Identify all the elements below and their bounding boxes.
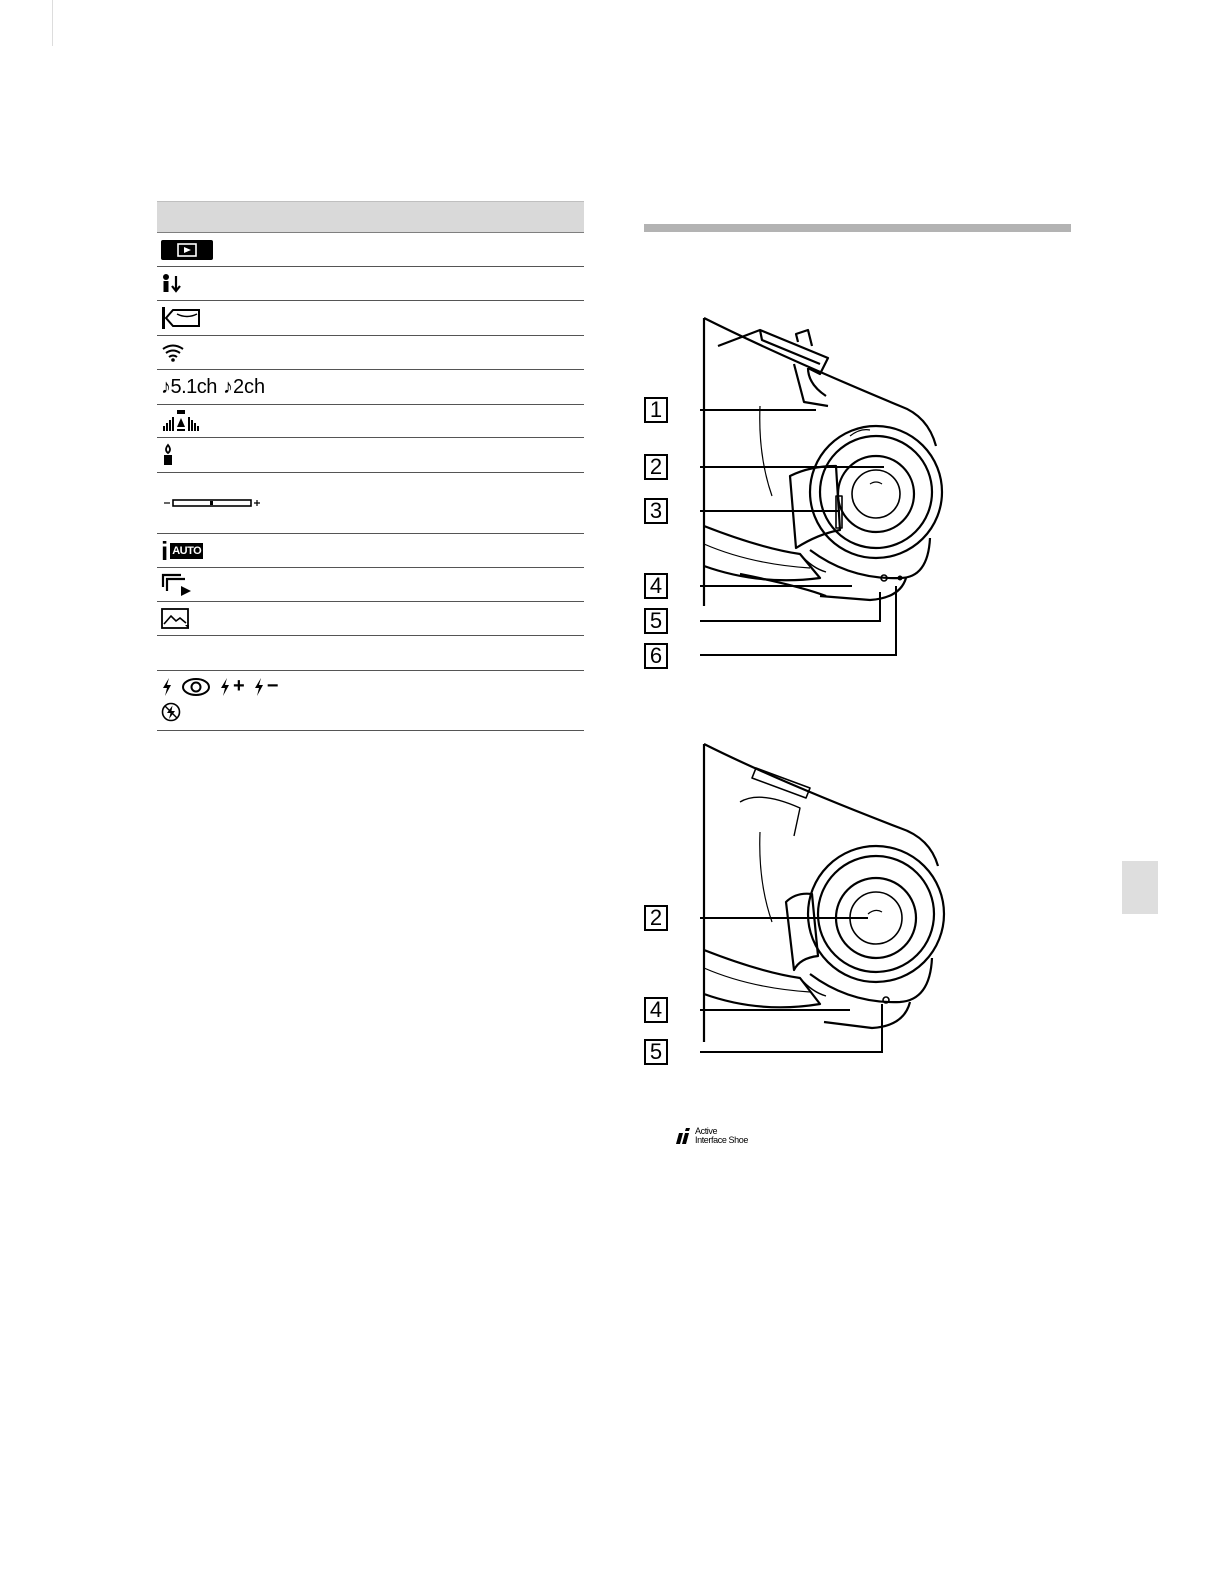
callout-1: 1 (644, 397, 668, 423)
flash-auto-icon (161, 677, 173, 697)
exposure-slider-icon (161, 498, 261, 508)
slideshow-icon (161, 573, 193, 597)
mic-level-icon (161, 273, 185, 295)
callout-5: 5 (644, 608, 668, 634)
camera-front-figure-top (700, 316, 950, 666)
indicator-table (157, 201, 584, 731)
camera-front-figure-bottom (700, 742, 950, 1062)
logo-line-2: Interface Shoe (695, 1135, 748, 1145)
low-lux-icon (161, 443, 175, 467)
intelligent-auto-icon (161, 535, 203, 566)
flash-plus-icon (219, 675, 245, 698)
flash-icons (161, 671, 278, 722)
table-row (157, 370, 584, 405)
table-row (157, 473, 584, 534)
callout-4: 4 (644, 573, 668, 599)
callout-5-bottom: 5 (644, 1039, 668, 1065)
table-row (157, 267, 584, 301)
callout-2-bottom: 2 (644, 905, 668, 931)
flash-plus-sign: + (233, 675, 245, 697)
table-row (157, 534, 584, 568)
active-interface-shoe-logo (674, 1127, 748, 1145)
surround-level-icon (161, 409, 201, 433)
logo-line-1: Active (695, 1126, 718, 1136)
section-heading-rule (644, 224, 1071, 232)
ai-shoe-logo-icon (674, 1127, 692, 1145)
flash-line-1 (161, 675, 278, 698)
flash-minus-icon (253, 675, 279, 698)
table-row (157, 405, 584, 438)
table-row (157, 336, 584, 370)
table-row (157, 233, 584, 267)
wide-conversion-icon (161, 306, 201, 330)
table-row (157, 602, 584, 636)
flash-off-icon (161, 702, 181, 722)
photo-size-icon (161, 608, 191, 630)
table-header (157, 201, 584, 233)
callout-3: 3 (644, 498, 668, 524)
iauto-i-label: i (161, 535, 169, 566)
callout-2: 2 (644, 454, 668, 480)
flash-minus-sign: − (266, 675, 279, 697)
iauto-auto-label: AUTO (172, 544, 202, 557)
table-row (157, 636, 584, 671)
audio-51ch-label: ♪5.1ch (161, 376, 217, 398)
callout-4-bottom: 4 (644, 997, 668, 1023)
page-margin-mark (52, 0, 53, 46)
audio-2ch-label: ♪2ch (222, 376, 266, 398)
table-row (157, 568, 584, 602)
wind-noise-icon (161, 343, 185, 363)
table-row (157, 438, 584, 473)
chapter-tab-marker (1122, 861, 1158, 914)
audio-channel-icon (161, 377, 265, 397)
red-eye-icon (181, 677, 211, 697)
playback-mode-icon (161, 239, 213, 261)
table-row (157, 301, 584, 336)
callout-6: 6 (644, 643, 668, 669)
table-row (157, 671, 584, 731)
flash-line-2 (161, 702, 278, 722)
